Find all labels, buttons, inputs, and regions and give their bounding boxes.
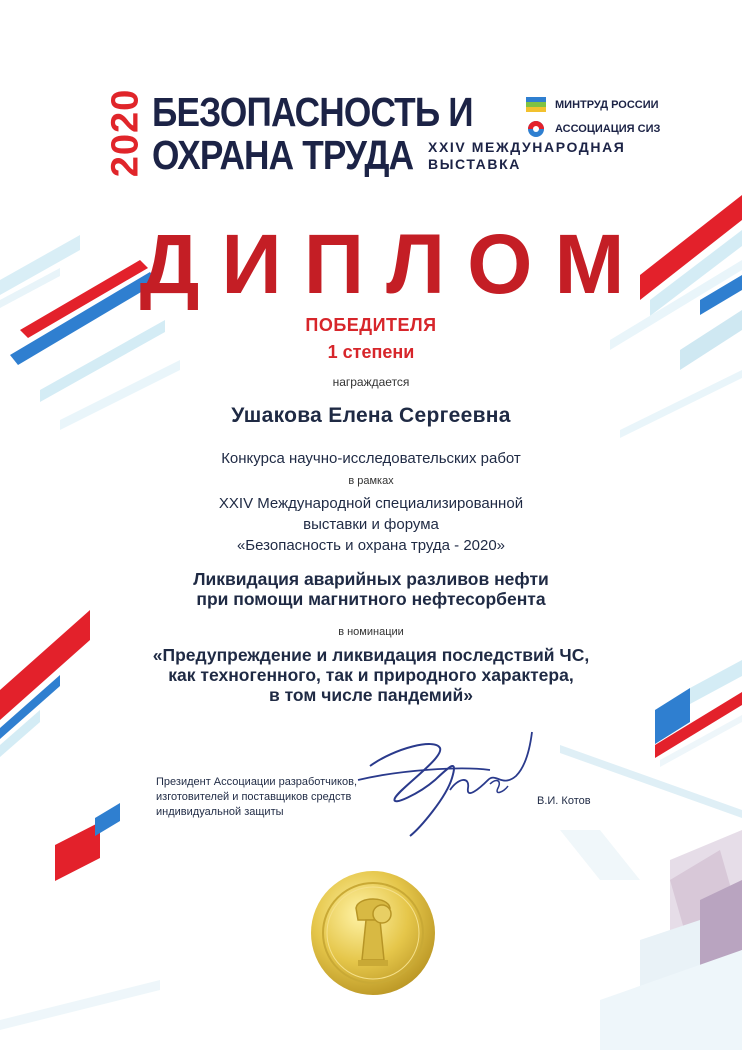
event-line: XXIV Международной специализированной (218, 495, 524, 512)
exhibition-title-line2: ОХРАНА ТРУДА (152, 132, 414, 178)
partner-mintrud (525, 96, 659, 114)
work-title-line: Ликвидация аварийных разливов нефти (193, 569, 549, 589)
exhibition-title-line1: БЕЗОПАСНОСТЬ И (152, 89, 473, 135)
exhibition-subtitle-line2: ВЫСТАВКА (428, 156, 521, 172)
awarded-label: награждается (332, 375, 410, 389)
partner-label: МИНТРУД РОССИИ (555, 99, 659, 111)
position-line: изготовителей и поставщиков средств (156, 791, 352, 803)
year-vertical (98, 88, 152, 178)
nomination-title (0, 645, 742, 705)
signer-name: В.И. Котов (537, 795, 591, 807)
work-title (0, 569, 742, 609)
recipient-name: Ушакова Елена Сергеевна (231, 404, 511, 427)
mintrud-logo-icon (525, 96, 547, 114)
diploma-title: ДИПЛОМ (139, 217, 647, 311)
degree-label: 1 степени (327, 342, 415, 362)
exhibition-subtitle-line1: XXIV МЕЖДУНАРОДНАЯ (428, 139, 626, 155)
nomination-line: как техногенного, так и природного характера, (168, 665, 574, 685)
position-line: индивидуальной защиты (156, 806, 284, 818)
partner-asiz (525, 120, 660, 138)
handwritten-signature (340, 718, 540, 848)
in-nomination-label: в номинации (338, 626, 404, 638)
gold-seal (308, 868, 438, 998)
nomination-line: «Предупреждение и ликвидация последствий ЧС, (152, 645, 590, 665)
event-line: выставки и форума (303, 516, 439, 533)
nomination-line: в том числе пандемий» (268, 685, 474, 705)
exhibition-subtitle (428, 139, 625, 173)
asiz-logo-icon (525, 120, 547, 138)
work-title-line: при помощи магнитного нефтесорбента (196, 589, 546, 609)
event-line: «Безопасность и охрана труда - 2020» (236, 537, 506, 554)
winner-label: ПОБЕДИТЕЛЯ (305, 315, 437, 335)
in-frame-label: в рамках (348, 475, 394, 487)
partner-label: АССОЦИАЦИЯ СИЗ (555, 123, 661, 135)
position-line: Президент Ассоциации разработчиков, (156, 776, 358, 788)
year-text: 2020 (104, 88, 147, 178)
contest-name: Конкурса научно-исследовательских работ (221, 450, 521, 467)
event-description (0, 493, 742, 556)
